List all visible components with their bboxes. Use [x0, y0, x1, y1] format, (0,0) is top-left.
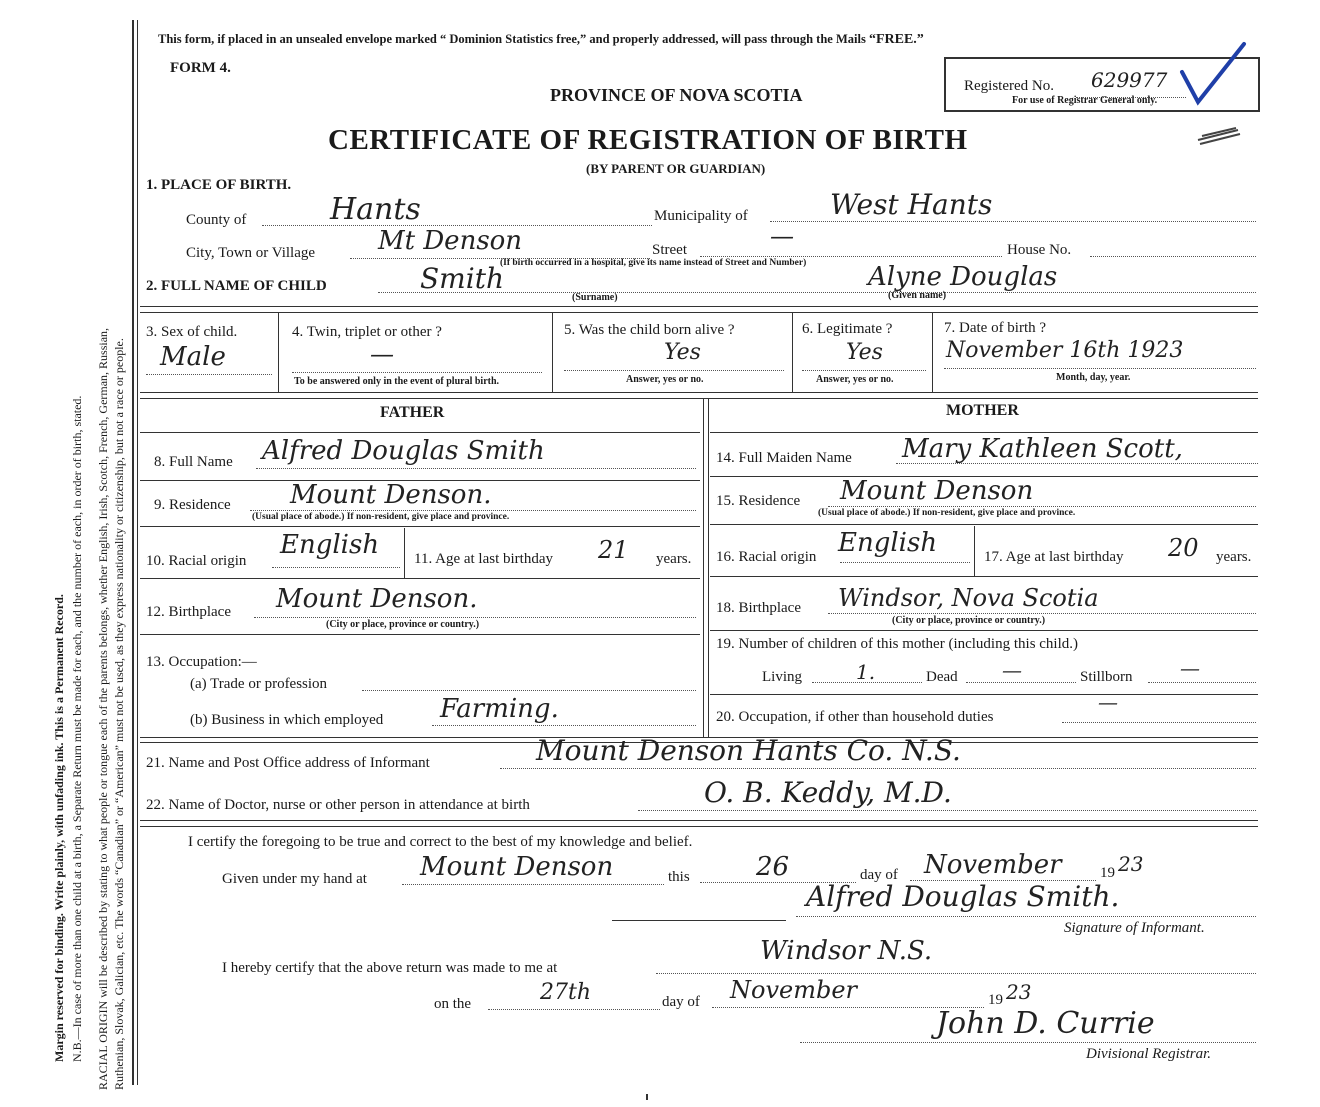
father-name-value: Alfred Douglas Smith: [262, 436, 545, 466]
father-residence-label: 9. Residence: [154, 497, 231, 513]
municipality-label: Municipality of: [654, 208, 748, 224]
living-label: Living: [762, 669, 802, 685]
father-name-dots: [256, 468, 696, 469]
informant-signature-caption: Signature of Informant.: [1064, 920, 1205, 936]
father-age-unit: years.: [656, 551, 692, 567]
registrar-day-dots: [488, 1009, 660, 1010]
registered-number: 629977: [1091, 68, 1168, 92]
given-at-dots: [402, 884, 664, 885]
row3-divider-3: [792, 312, 793, 392]
rule-4b: [140, 826, 1258, 827]
this-label: this: [668, 869, 690, 885]
stamp-scribble-icon: [1196, 126, 1242, 148]
mother-rule-4: [710, 630, 1258, 631]
sex-label: 3. Sex of child.: [146, 324, 238, 340]
county-label: County of: [186, 212, 247, 228]
mother-residence-value: Mount Denson: [840, 476, 1034, 506]
surname-caption: (Surname): [572, 292, 618, 303]
dead-label: Dead: [926, 669, 958, 685]
doctor-label: 22. Name of Doctor, nurse or other person in attendance at birth: [146, 797, 530, 813]
mother-rule-2: [710, 524, 1258, 525]
sex-value: Male: [160, 342, 226, 372]
father-residence-value: Mount Denson.: [290, 480, 492, 510]
dob-dots: [944, 368, 1256, 369]
mother-occ-dots: [1062, 722, 1256, 723]
certify-statement: I certify the foregoing to be true and correct to the best of my knowledge and belief.: [188, 834, 693, 850]
trade-label: (a) Trade or profession: [190, 676, 328, 692]
dead-dots: [966, 682, 1076, 683]
legitimate-value: Yes: [846, 340, 883, 365]
street-dots: [700, 256, 1002, 257]
father-name-label: 8. Full Name: [154, 454, 233, 470]
dob-label: 7. Date of birth ?: [944, 320, 1047, 336]
child-given-name-value: Alyne Douglas: [868, 262, 1058, 292]
child-surname-value: Smith: [420, 262, 504, 295]
row3-divider-1: [278, 312, 279, 392]
registrar-use-note: For use of Registrar General only.: [1012, 95, 1158, 106]
father-birthplace-label: 12. Birthplace: [146, 604, 231, 620]
certify-dayof-label: day of: [860, 867, 898, 883]
father-residence-caption: (Usual place of abode.) If non-resident, give place and province.: [252, 512, 510, 522]
given-at-label: Given under my hand at: [222, 871, 367, 887]
margin-note-racial-origin: RACIAL ORIGIN will be described by stating to what people or tongue each of the parents belongs, whether English, Irish, Scotch, French, German, Russian,: [96, 327, 110, 1090]
legitimate-label: 6. Legitimate ?: [802, 321, 893, 337]
mother-name-label: 14. Full Maiden Name: [716, 450, 852, 466]
twin-caption: To be answered only in the event of plural birth.: [294, 376, 500, 387]
province-heading: PROVINCE OF NOVA SCOTIA: [550, 85, 803, 105]
county-value: Hants: [330, 192, 421, 227]
children-count-label: 19. Number of children of this mother (including this child.): [716, 636, 1079, 652]
father-birthplace-value: Mount Denson.: [276, 584, 478, 614]
stillborn-label: Stillborn: [1080, 669, 1133, 685]
margin-note-multiple-births: N.B.—In case of more than one child at a birth, a Separate Return must be made for each, and the number of each, in order of birth, stated.: [70, 395, 84, 1062]
city-value: Mt Denson: [378, 226, 523, 256]
father-res-dots: [250, 510, 696, 511]
business-value: Farming.: [440, 694, 559, 724]
father-heading: FATHER: [380, 404, 445, 421]
living-value: 1.: [856, 660, 876, 684]
mother-race-dots: [840, 562, 970, 563]
form-number: FORM 4.: [170, 60, 231, 76]
registrar-dayof-label: day of: [662, 994, 700, 1010]
mother-rule-3: [710, 576, 1258, 577]
father-birthplace-caption: (City or place, province or country.): [326, 619, 480, 630]
rule-2b: [140, 398, 1258, 399]
municipality-dots: [770, 221, 1256, 222]
registrar-day-value: 27th: [540, 980, 592, 1005]
rule-1: [140, 306, 1258, 307]
binding-rule-2: [137, 20, 138, 1085]
trade-dots: [362, 690, 696, 691]
twin-label: 4. Twin, triplet or other ?: [292, 324, 442, 340]
rule-2: [140, 392, 1258, 393]
mother-birthplace-value: Windsor, Nova Scotia: [838, 584, 1099, 612]
legitimate-caption: Answer, yes or no.: [816, 374, 894, 385]
alive-label: 5. Was the child born alive ?: [564, 322, 735, 338]
sex-dots: [146, 374, 272, 375]
mother-residence-label: 15. Residence: [716, 493, 801, 509]
certify-month-value: November: [924, 850, 1062, 880]
mother-rule-5: [710, 694, 1258, 695]
dead-value: —: [1002, 658, 1022, 682]
father-race-dots: [272, 567, 400, 568]
twin-value: —: [370, 340, 394, 368]
registrar-signature: John D. Currie: [936, 1006, 1155, 1041]
dob-value: November 16th 1923: [946, 338, 1184, 363]
house-number-label: House No.: [1007, 242, 1072, 258]
occupation-label: 13. Occupation:—: [146, 654, 257, 670]
stillborn-dots: [1148, 682, 1256, 683]
father-rule-3: [140, 578, 700, 579]
mother-occupation-value: —: [1098, 690, 1118, 714]
rule-1b: [140, 312, 1258, 313]
alive-dots: [564, 370, 784, 371]
stillborn-value: —: [1180, 656, 1200, 680]
registrar-place-dots: [656, 973, 1256, 974]
father-rule-4: [140, 634, 700, 635]
mother-age-value: 20: [1168, 534, 1199, 562]
rule-4: [140, 820, 1258, 821]
mother-race-divider: [974, 526, 975, 576]
page-subtitle: (BY PARENT OR GUARDIAN): [586, 161, 766, 176]
check-mark-icon: [1178, 40, 1248, 110]
certify-year-value: 23: [1118, 852, 1144, 876]
father-race-value: English: [280, 530, 380, 560]
certify-year-prefix: 19: [1100, 865, 1115, 881]
child-name-dots: [378, 292, 1256, 293]
given-name-caption: (Given name): [888, 290, 947, 301]
mother-birthplace-caption: (City or place, province or country.): [892, 615, 1046, 626]
street-value: —: [770, 222, 794, 250]
tick-mark: [646, 1094, 648, 1100]
informant-signature-dots: [796, 916, 1256, 917]
alive-value: Yes: [664, 340, 701, 365]
informant-label: 21. Name and Post Office address of Informant: [146, 755, 430, 771]
mother-name-value: Mary Kathleen Scott,: [902, 434, 1183, 464]
alive-caption: Answer, yes or no.: [626, 374, 704, 385]
father-age-value: 21: [598, 536, 629, 564]
doctor-value: O. B. Keddy, M.D.: [704, 776, 952, 809]
row3-divider-4: [932, 312, 933, 392]
city-label: City, Town or Village: [186, 245, 316, 261]
father-race-divider: [404, 528, 405, 578]
registrar-on-label: on the: [434, 996, 472, 1012]
business-label: (b) Business in which employed: [190, 712, 384, 728]
given-place-value: Mount Denson: [420, 852, 614, 882]
margin-note-binding: Margin reserved for binding. Write plainly, with unfading ink. This is a Permanent Record.: [52, 594, 66, 1062]
mother-heading: MOTHER: [946, 402, 1019, 419]
registrar-statement: I hereby certify that the above return was made to me at: [222, 960, 558, 976]
certify-day-value: 26: [756, 852, 790, 882]
registrar-signature-dots: [800, 1042, 1256, 1043]
mother-heading-rule: [710, 432, 1258, 433]
father-bp-dots: [254, 617, 696, 618]
binding-rule: [132, 20, 134, 1085]
father-race-label: 10. Racial origin: [146, 553, 247, 569]
doctor-dots: [638, 810, 1256, 811]
mother-race-label: 16. Racial origin: [716, 549, 817, 565]
mother-birthplace-label: 18. Birthplace: [716, 600, 801, 616]
registrar-year-prefix: 19: [988, 992, 1003, 1008]
signature-line-left: [612, 920, 786, 921]
column-divider: [703, 398, 704, 738]
father-age-label: 11. Age at last birthday: [414, 551, 553, 567]
informant-value: Mount Denson Hants Co. N.S.: [536, 734, 961, 767]
mother-race-value: English: [838, 528, 938, 558]
mother-occupation-label: 20. Occupation, if other than household duties: [716, 709, 994, 725]
mother-bp-dots: [828, 613, 1256, 614]
column-divider-2: [708, 398, 709, 738]
row3-divider-2: [552, 312, 553, 392]
business-dots: [432, 725, 696, 726]
child-name-label: 2. FULL NAME OF CHILD: [146, 278, 327, 294]
informant-dots: [500, 768, 1256, 769]
registrar-year-value: 23: [1006, 980, 1032, 1004]
page-title: CERTIFICATE OF REGISTRATION OF BIRTH: [328, 124, 968, 156]
place-heading: 1. PLACE OF BIRTH.: [146, 177, 292, 193]
street-label: Street: [652, 242, 687, 258]
informant-signature: Alfred Douglas Smith.: [806, 880, 1120, 913]
father-heading-rule: [140, 432, 700, 433]
mail-notice: This form, if placed in an unsealed envelope marked “ Dominion Statistics free,” and properly addressed, will pass through the Mails “FREE.”: [158, 32, 924, 47]
dob-caption: Month, day, year.: [1056, 372, 1131, 383]
registered-label: Registered No.: [964, 78, 1054, 94]
registrar-place-value: Windsor N.S.: [760, 936, 933, 966]
hospital-note: (If birth occurred in a hospital, give its name instead of Street and Number): [500, 258, 807, 268]
legit-dots: [802, 370, 926, 371]
father-rule-2: [140, 526, 700, 527]
municipality-value: West Hants: [830, 188, 993, 221]
registrar-caption: Divisional Registrar.: [1086, 1046, 1212, 1062]
mother-age-label: 17. Age at last birthday: [984, 549, 1124, 565]
registrar-month-value: November: [730, 976, 858, 1004]
mother-res-dots: [828, 506, 1256, 507]
twin-dots: [292, 372, 542, 373]
margin-note-racial-origin-2: Ruthenian, Slovak, Galician, etc. The words “Canadian” or “American” must not be used, as they express nationality or citizenship, but not a race or people.: [112, 338, 126, 1090]
house-dots: [1090, 256, 1256, 257]
mother-residence-caption: (Usual place of abode.) If non-resident, give place and province.: [818, 508, 1076, 518]
mother-age-unit: years.: [1216, 549, 1252, 565]
